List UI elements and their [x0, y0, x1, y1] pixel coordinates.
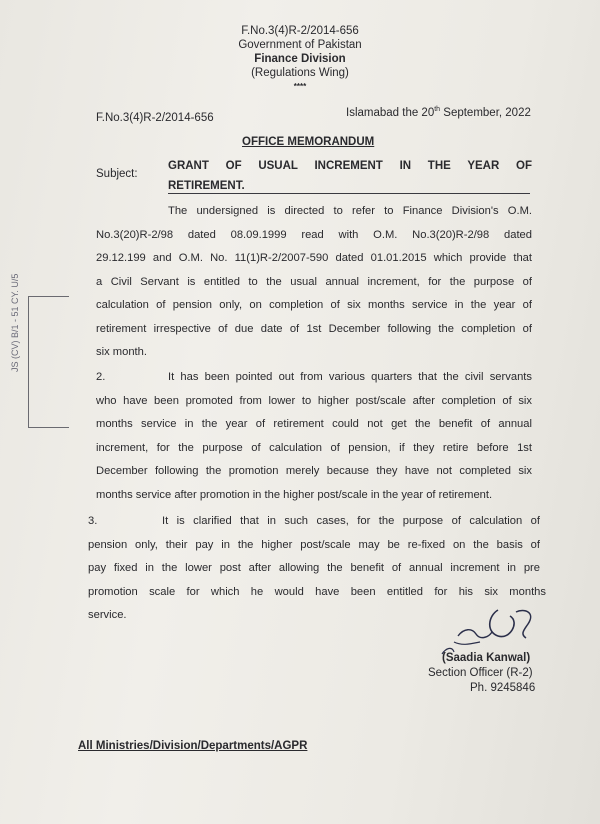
paragraph-1-line: six month. [96, 346, 147, 358]
paragraph-2-number: 2. [96, 371, 106, 383]
paragraph-1-line: a Civil Servant is entitled to the usual annual increment, for the purpose of [96, 275, 532, 288]
paragraph-2-line: months service after promotion in the higher post/scale in the year of retirement. [96, 488, 493, 501]
subject-line-1: GRANT OF USUAL INCREMENT IN THE YEAR OF [168, 160, 532, 172]
paragraph-2-first-line [96, 366, 532, 390]
date-prefix: Islamabad the 20 [346, 106, 435, 119]
subject-line-2: RETIREMENT. [168, 180, 245, 192]
paragraph-1-line: retirement irrespective of due date of 1st December following the completion of [96, 322, 532, 335]
header-wing: (Regulations Wing) [251, 67, 349, 79]
paragraph-2-line: It has been pointed out from various quarters that the civil servants [168, 371, 532, 383]
receipt-stamp-bracket [28, 296, 69, 428]
signatory-phone: Ph. 9245846 [470, 682, 536, 694]
paragraph-3-line: It is clarified that in such cases, for the purpose of calculation of [162, 515, 540, 527]
paragraph-2-line: who have been promoted from lower to higher post/scale after completion of six [96, 394, 532, 407]
subject-underline [168, 193, 530, 194]
header-government: Government of Pakistan [238, 39, 362, 51]
paragraph-1-line: No.3(20)R-2/98 dated 08.09.1999 read with O.M. No.3(20)R-2/98 dated [96, 228, 532, 241]
paragraph-2-line: December following the promotion merely because they have not completed six [96, 465, 532, 477]
subject-label: Subject: [96, 168, 138, 180]
date-superscript: th [434, 106, 441, 113]
paragraph-3-line: pension only, their pay in the higher post/scale may be re-fixed on the basis of [88, 538, 540, 551]
receipt-stamp-text: JS (CV) B/1 - 51 CY. U/5 [10, 273, 20, 372]
date-suffix: September, 2022 [440, 106, 531, 119]
paragraph-3-line: promotion scale for which he would have been entitled for his six months [88, 585, 546, 598]
memo-title: OFFICE MEMORANDUM [242, 136, 375, 148]
memo-date [346, 106, 531, 119]
paragraph-2-line: increment, for the purpose of calculation of pension, if they retire before 1st [96, 441, 532, 454]
paragraph-3-first-line [88, 510, 540, 534]
signatory-designation: Section Officer (R-2) [428, 667, 533, 679]
handwritten-signature [440, 602, 540, 658]
header-division: Finance Division [254, 53, 346, 65]
header-file-number: F.No.3(4)R-2/2014-656 [241, 25, 359, 37]
distribution-list: All Ministries/Division/Departments/AGPR [78, 740, 308, 752]
paragraph-1 [96, 200, 532, 365]
paragraph-1-line: calculation of pension only, on completion of six months service in the year of [96, 299, 532, 311]
header-stars: **** [293, 82, 307, 91]
paragraph-1-line: 29.12.199 and O.M. No. 11(1)R-2/2007-590 dated 01.01.2015 which provide that [96, 252, 532, 264]
paragraph-3-number: 3. [88, 515, 98, 527]
paragraph-2-line: months service in the year of retirement could not get the benefit of annual [96, 418, 532, 430]
signatory-name: (Saadia Kanwal) [442, 652, 531, 664]
paragraph-3-line: pay fixed in the lower post after allowing the benefit of annual increment in pre [88, 562, 540, 574]
paragraph-2 [96, 366, 532, 507]
paragraph-3-line: service. [88, 609, 127, 621]
paragraph-1-line: The undersigned is directed to refer to Finance Division's O.M. [168, 205, 532, 217]
reference-number: F.No.3(4)R-2/2014-656 [96, 112, 214, 124]
